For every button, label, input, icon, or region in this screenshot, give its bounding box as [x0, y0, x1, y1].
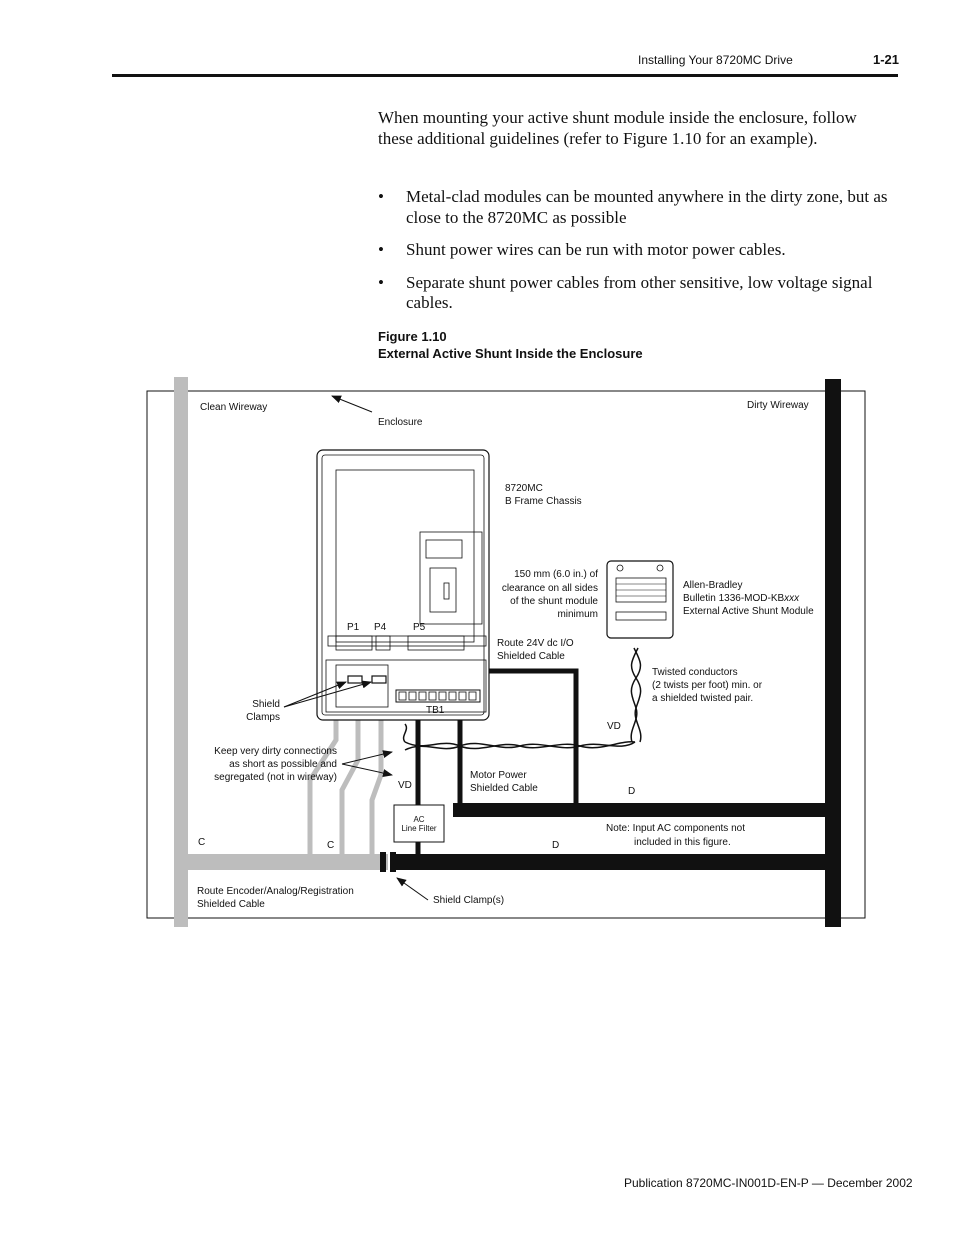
shunt-model-suffix: xxx [784, 593, 800, 604]
enclosure-label: Enclosure [378, 417, 423, 428]
twisted-conductor [404, 724, 407, 742]
shield-clamp [380, 852, 386, 872]
dirty-connection-note: Keep very dirty connections [214, 746, 337, 757]
shield-clamps-label: Shield [252, 699, 280, 710]
intro-paragraph: When mounting your active shunt module inside the enclosure, follow these additional guidelines (refer to Figure 1.10 for an example). [378, 108, 857, 148]
dirty-wireway-lower [396, 854, 841, 870]
twisted-note: a shielded twisted pair. [652, 693, 754, 704]
tb1-label: TB1 [426, 705, 445, 716]
shunt-model-prefix: Bulletin 1336-MOD-KB [683, 593, 785, 604]
shield-clamp-arrow [397, 878, 428, 900]
twisted-note: (2 twists per foot) min. or [652, 680, 763, 691]
vd-label: VD [607, 721, 621, 732]
connector-p1-label: P1 [347, 622, 360, 633]
connector-p5-label: P5 [413, 622, 426, 633]
shunt-module-label: Allen-Bradley [683, 580, 743, 591]
dirty-wireway [825, 379, 841, 927]
clean-wireway-horizontal [174, 854, 388, 870]
clearance-note: minimum [557, 609, 598, 620]
d-label: D [552, 840, 560, 851]
dirty-wireway-upper [453, 803, 841, 817]
bullet-icon: • [378, 187, 384, 206]
twisted-note: Twisted conductors [652, 667, 738, 678]
c-label: C [327, 840, 335, 851]
dirty-connection-note: as short as possible and [229, 759, 337, 770]
vd-label: VD [398, 780, 412, 791]
guideline-text: Shunt power wires can be run with motor power cables. [406, 240, 786, 259]
enclosure-arrow [332, 396, 372, 412]
running-header-title: Installing Your 8720MC Drive [638, 53, 793, 67]
drive-chassis [317, 450, 489, 720]
publication-footer: Publication 8720MC-IN001D-EN-P — December 2002 [624, 1176, 913, 1190]
io-cable-label: Route 24V dc I/O [497, 638, 574, 649]
encoder-cable-label: Route Encoder/Analog/Registration [197, 886, 354, 897]
bullet-icon: • [378, 272, 384, 292]
dirty-connection-arrow [342, 752, 392, 764]
clearance-note: clearance on all sides [501, 583, 598, 594]
guideline-text: Separate shunt power cables from other sensitive, low voltage signal cables. [406, 272, 873, 312]
guideline-text: Metal-clad modules can be mounted anywhere in the dirty zone, but as close to the 8720MC as possible [406, 187, 888, 227]
encoder-cable-label: Shielded Cable [197, 899, 265, 910]
chassis-label: B Frame Chassis [505, 496, 582, 507]
ac-filter-label: AC [413, 815, 425, 824]
shield-clamps-label: Clamps [246, 712, 280, 723]
motor-cable-label: Motor Power [470, 770, 527, 781]
clean-wireway [174, 377, 188, 927]
clearance-note: of the shunt module [510, 596, 598, 607]
shunt-module-label: External Active Shunt Module [683, 606, 814, 617]
motor-cable-label: Shielded Cable [470, 783, 538, 794]
note-label: Note: Input AC components not [606, 823, 745, 834]
shield-clamp [348, 676, 362, 683]
io-cable-label: Shielded Cable [497, 651, 565, 662]
dirty-wireway-label: Dirty Wireway [747, 400, 809, 411]
shield-clamp [390, 852, 396, 872]
shield-clamp [372, 676, 386, 683]
shunt-module [607, 561, 673, 638]
note-label: included in this figure. [634, 837, 731, 848]
shunt-module-label [683, 593, 800, 604]
ac-filter-label: Line Filter [401, 824, 437, 833]
connector-p4-label: P4 [374, 622, 387, 633]
c-label: C [198, 837, 206, 848]
figure-title: External Active Shunt Inside the Enclosure [378, 346, 643, 361]
chassis-label: 8720MC [505, 483, 543, 494]
dirty-connection-note: segregated (not in wireway) [214, 772, 337, 783]
page-number: 1-21 [873, 52, 900, 67]
figure-number: Figure 1.10 [378, 329, 447, 344]
shield-clamp-label: Shield Clamp(s) [433, 895, 505, 906]
clearance-note: 150 mm (6.0 in.) of [514, 569, 598, 580]
d-label: D [628, 786, 636, 797]
clean-wireway-label: Clean Wireway [200, 402, 268, 413]
bullet-icon: • [378, 240, 384, 259]
